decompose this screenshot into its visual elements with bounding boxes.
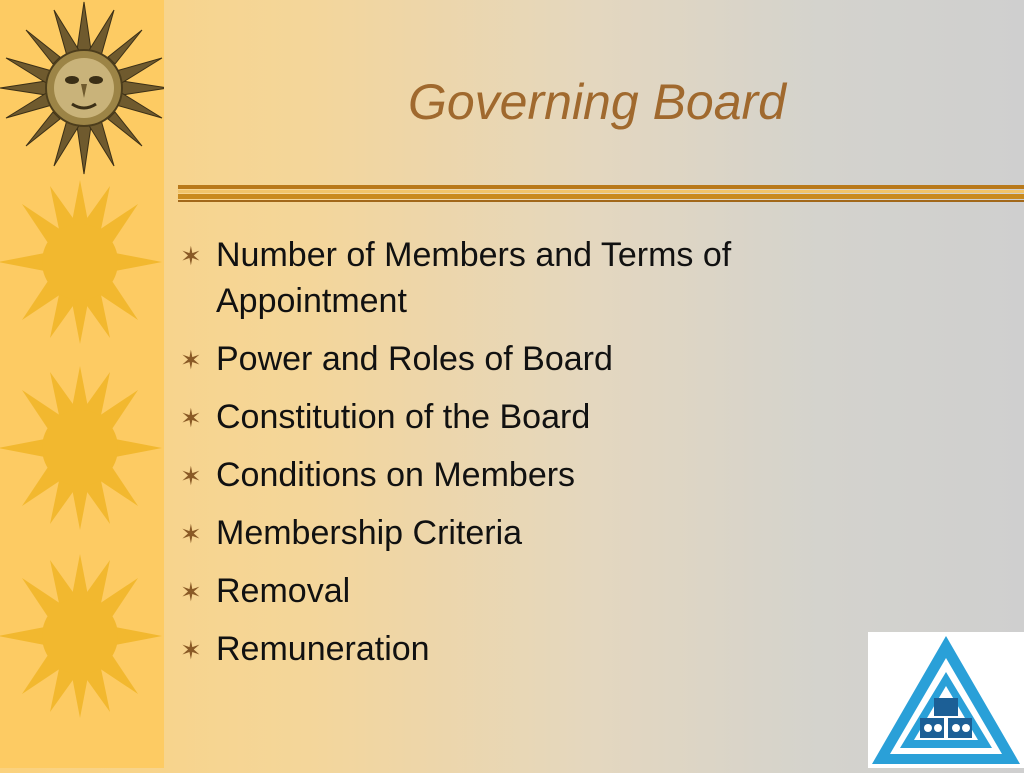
triangle-logo-icon (868, 632, 1024, 768)
bullet-text: Conditions on Members (216, 456, 576, 494)
list-item (180, 232, 860, 324)
decorative-sun-strip (0, 0, 164, 768)
list-item (180, 568, 860, 614)
list-item (180, 452, 860, 498)
asterisk-star-icon: ✶ (180, 635, 202, 665)
sun-icon (0, 554, 162, 718)
bullet-text: Remuneration (216, 630, 430, 668)
sun-face-icon (0, 2, 164, 174)
list-item (180, 336, 860, 382)
bullet-text: Constitution of the Board (216, 398, 591, 436)
list-item (180, 394, 860, 440)
bullet-list (180, 232, 860, 684)
list-item (180, 510, 860, 556)
logo (868, 632, 1024, 768)
bullet-text: Power and Roles of Board (216, 340, 613, 378)
asterisk-star-icon: ✶ (180, 461, 202, 491)
sun-icon (0, 366, 162, 530)
bullet-text: Membership Criteria (216, 514, 523, 552)
asterisk-star-icon: ✶ (180, 345, 202, 375)
asterisk-star-icon: ✶ (180, 403, 202, 433)
bullet-text: Number of Members and Terms of Appointment (216, 236, 732, 320)
sun-icon (0, 180, 162, 344)
asterisk-star-icon: ✶ (180, 519, 202, 549)
slide-title: Governing Board (407, 74, 786, 130)
asterisk-star-icon: ✶ (180, 577, 202, 607)
bullet-text: Removal (216, 572, 351, 610)
asterisk-star-icon: ✶ (180, 241, 202, 271)
list-item (180, 626, 860, 672)
title-divider-rule (178, 182, 1024, 204)
